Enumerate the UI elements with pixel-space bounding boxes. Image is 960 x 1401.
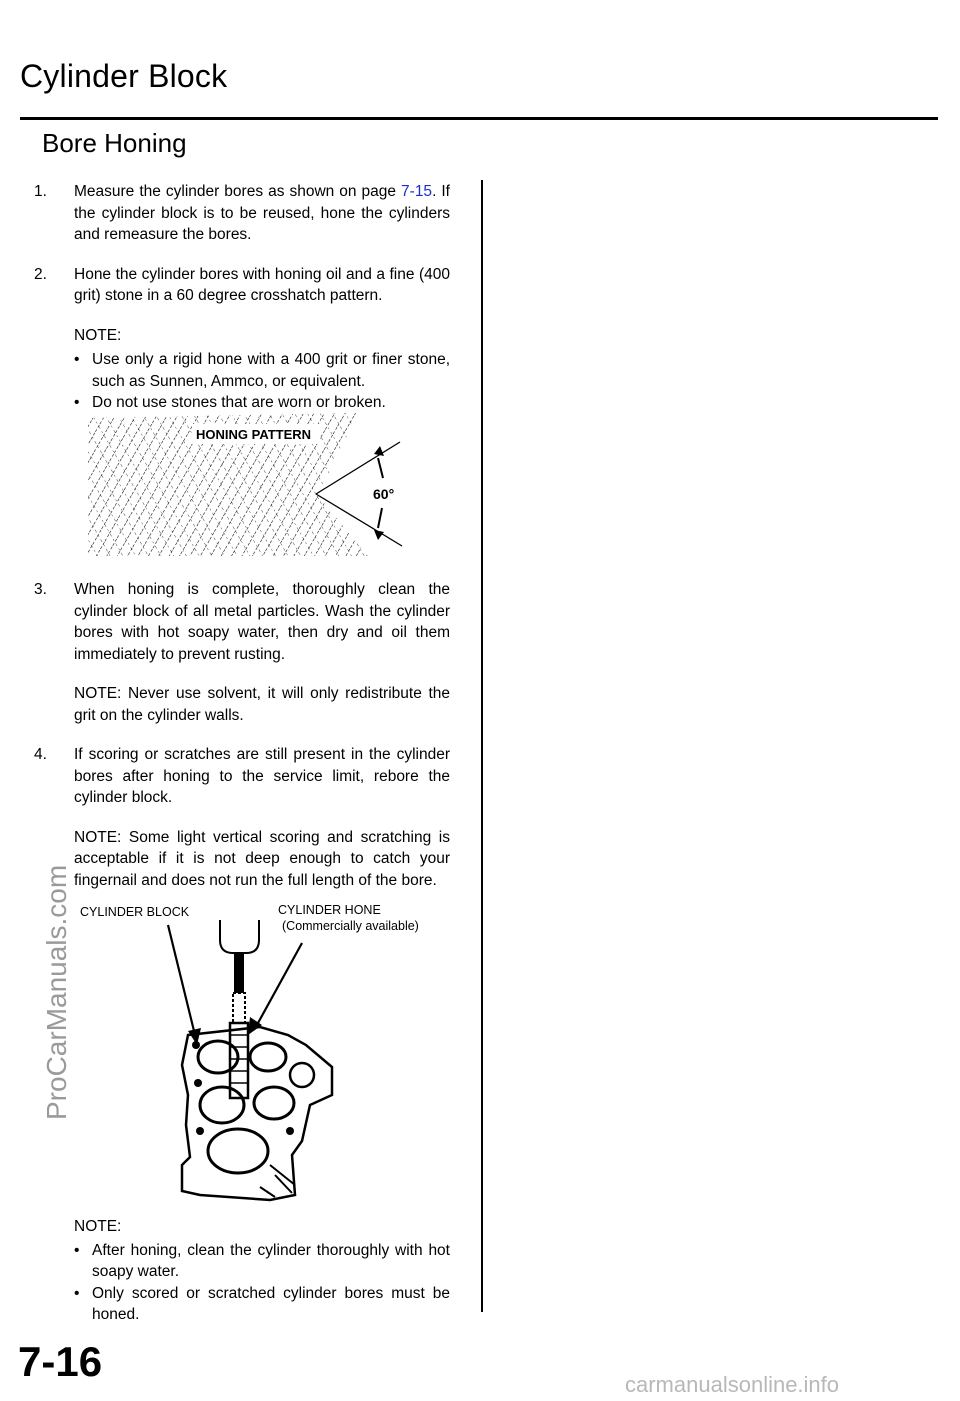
section-title: Bore Honing (42, 128, 187, 158)
note-bullet (34, 1283, 450, 1326)
step-text: Measure the cylinder bores as shown on page (74, 183, 402, 200)
step-number: 1. (34, 183, 47, 200)
step-1 (34, 181, 450, 246)
note-label: NOTE: (74, 1218, 122, 1235)
honing-pattern-label: HONING PATTERN (196, 427, 312, 442)
note-never-solvent: NOTE: Never use solvent, it will only redistribute the grit on the cylinder walls. (74, 685, 450, 724)
steps-block-bottom (34, 1216, 450, 1326)
honing-pattern-figure (88, 408, 418, 558)
cylinder-hone-figure (70, 895, 370, 1205)
bullet-icon: • (74, 351, 80, 368)
step-text: Hone the cylinder bores with honing oil and a fine (400 grit) stone in a 60 degree crosshatch pattern. (74, 265, 450, 304)
bullet-icon: • (74, 1241, 80, 1259)
step-number: 3. (34, 581, 47, 598)
note-bullet (34, 1240, 450, 1283)
angle-label: 60° (373, 486, 395, 502)
step-4 (34, 744, 450, 809)
bullet-icon: • (74, 394, 80, 411)
step-text: When honing is complete, thoroughly clean the cylinder block of all metal particles. Wash the cylinder bores with hot soapy water, then dry and oil them immediately to prevent rusting. (74, 581, 450, 663)
note-light-scoring: NOTE: Some light vertical scoring and scratching is acceptable if it is not deep enough to catch your fingernail and does not run the full length of the bore. (74, 828, 450, 889)
column-rule (481, 180, 483, 1312)
title-rule (20, 117, 938, 120)
cylinder-block-label: CYLINDER BLOCK (80, 905, 190, 919)
step-2 (34, 264, 450, 307)
bullet-text: Only scored or scratched cylinder bores must be honed. (92, 1284, 450, 1323)
side-watermark: ProCarManuals.com (41, 864, 72, 1120)
step-number: 2. (34, 265, 47, 283)
footer-watermark: carmanualsonline.info (625, 1372, 840, 1397)
bullet-icon: • (74, 1284, 80, 1302)
page-title: Cylinder Block (20, 58, 228, 94)
step-text: . If the cylinder block is to be reused, hone the cylinders and remeasure the bores. (74, 183, 450, 243)
steps-block-mid (34, 579, 450, 891)
note-bullet (34, 349, 450, 392)
steps-block-top (34, 181, 450, 414)
cylinder-hone-label: CYLINDER HONE (278, 903, 381, 917)
bullet-text: Use only a rigid hone with a 400 grit or finer stone, such as Sunnen, Ammco, or equivalent. (92, 351, 450, 390)
page-number: 7-16 (18, 1338, 103, 1385)
bullet-text: Do not use stones that are worn or broken. (92, 394, 386, 411)
cylinder-hone-sub-label: (Commercially available) (282, 919, 419, 933)
note-label: NOTE: (74, 326, 122, 344)
step-3 (34, 579, 450, 665)
step-text: If scoring or scratches are still present in the cylinder bores after honing to the service limit, rebore the cylinder block. (74, 746, 450, 806)
page-link[interactable]: 7-15 (401, 183, 433, 200)
bullet-text: After honing, clean the cylinder thoroughly with hot soapy water. (92, 1241, 450, 1280)
step-number: 4. (34, 746, 47, 763)
